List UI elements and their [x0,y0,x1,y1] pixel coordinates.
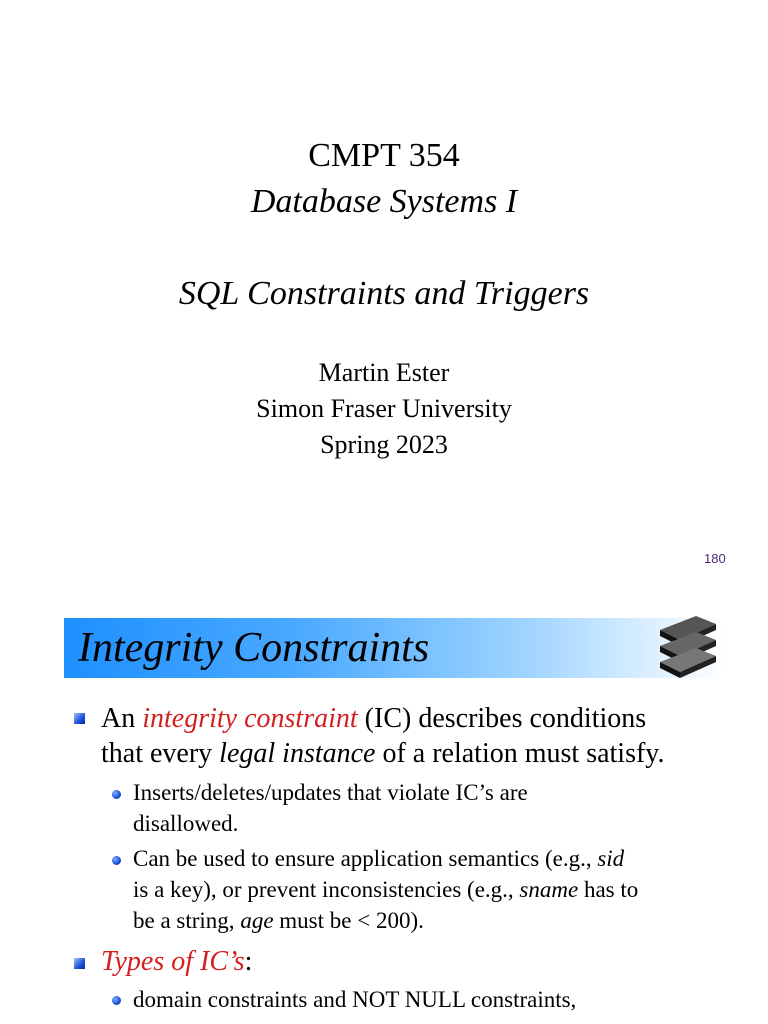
emphasis-term: integrity constraint [142,703,358,734]
author-block [0,355,768,463]
slide-title: Integrity Constraints [78,625,430,671]
stacked-layers-icon [652,612,724,682]
bullet-text: is a key), or prevent inconsistencies (e.g., [133,877,520,902]
bullet-integrity-constraint [101,701,664,771]
sub-bullet-violations [133,777,528,839]
title-banner [64,618,724,678]
bullet-text: disallowed. [133,811,239,836]
integrity-constraints-slide [0,604,768,1024]
round-bullet-icon [112,790,121,799]
bullet-text: An [101,703,143,734]
round-bullet-icon [112,996,121,1005]
author-name: Martin Ester [318,358,450,387]
sub-bullet-domain-constraints [133,984,576,1015]
bullet-text: be a string, [133,908,241,933]
italic-term: sid [597,846,625,871]
bullet-text: Inserts/deletes/updates that violate IC’s are [133,780,528,805]
bullet-text: has to [578,877,639,902]
term: Spring 2023 [320,430,448,459]
square-bullet-icon [74,713,85,724]
emphasis-term: Types of IC’s [101,946,245,977]
italic-term: sname [519,877,579,902]
square-bullet-icon [74,958,85,969]
bullet-text: Can be used to ensure application semantics (e.g., [133,846,598,871]
bullet-types-of-ics [101,944,252,979]
italic-term: age [240,908,274,933]
bullet-text: domain constraints and NOT NULL constraints, [133,987,577,1012]
course-name: Database Systems I [250,183,518,220]
bullet-text: : [244,946,253,977]
bullet-text: (IC) describes conditions [357,703,647,734]
bullet-text: must be < 200). [273,908,424,933]
page-number: 180 [704,551,726,566]
university-name: Simon Fraser University [256,394,512,423]
italic-term: legal instance [219,738,376,769]
sub-bullet-semantics [133,843,638,936]
round-bullet-icon [112,856,121,865]
bullet-text: that every [101,738,220,769]
bullet-text: of a relation must satisfy. [375,738,665,769]
course-code: CMPT 354 [308,137,460,174]
lecture-title: SQL Constraints and Triggers [178,275,590,312]
